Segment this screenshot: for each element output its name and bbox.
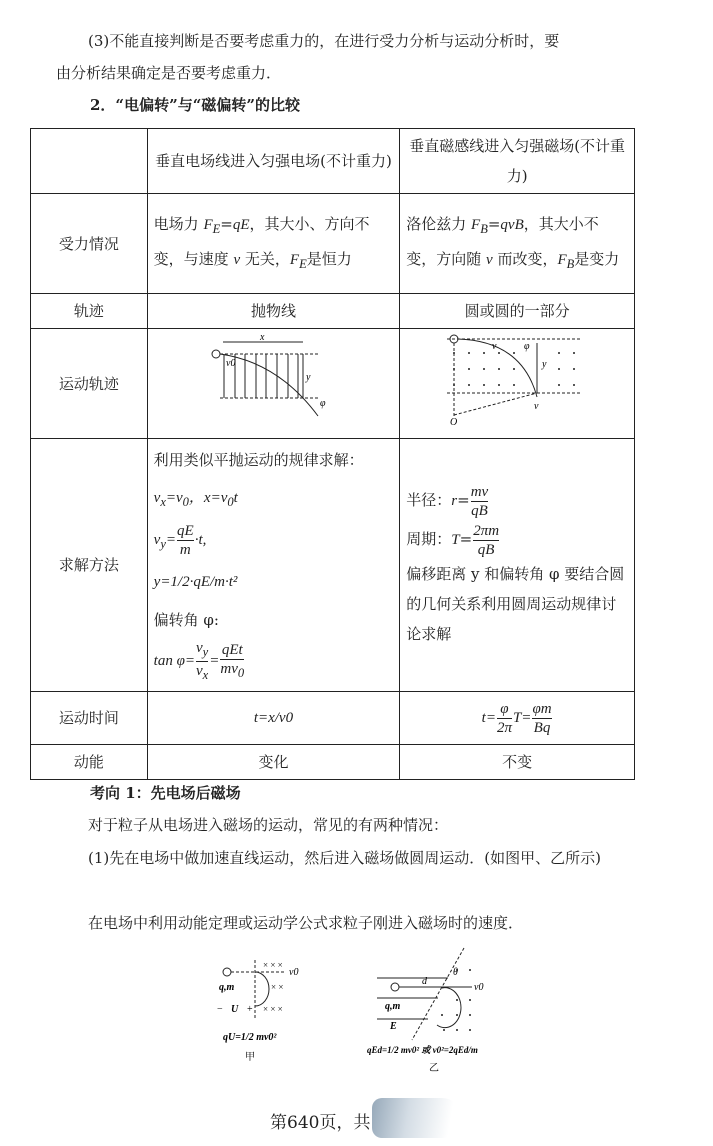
- ke-electric: 变化: [147, 745, 400, 780]
- path-electric: 抛物线: [147, 294, 400, 329]
- intro-line-1: (3)不能直接判断是否要考虑重力的，在进行受力分析与运动分析时，要: [88, 32, 560, 50]
- magnetic-deflection-diagram: [400, 329, 635, 439]
- method-electric: 利用类似平抛运动的规律求解： $v_x=v_0$，$x=v_0t$ $v_y=$ $\frac{qE}{m}$ ·t, y=1/2·qE/m·t² 偏转角 φ: tan φ= $\frac{v_y}{v_x}$ = $\frac{\text{qEt}}{mv_0}$: [147, 439, 400, 692]
- svg-text:q,m: q,m: [219, 982, 235, 993]
- svg-text:qEd=1/2 mv0² 或 v0²=2qEd/m: qEd=1/2 mv0² 或 v0²=2qEd/m: [367, 1045, 478, 1055]
- cursor-overlay: [372, 1098, 462, 1138]
- figure-jia: [205, 960, 315, 1070]
- svg-text:θ: θ: [453, 967, 458, 978]
- svg-text:E: E: [390, 1021, 397, 1032]
- label-phi: φ: [320, 397, 326, 409]
- label-x: x: [260, 333, 265, 343]
- table-row: [31, 294, 635, 329]
- section-title: 2．“电偏转”与“磁偏转”的比较: [90, 96, 300, 114]
- header-electric: 垂直电场线进入匀强电场(不计重力): [147, 129, 400, 194]
- method-text: 利用类似平抛运动的规律求解：: [153, 451, 364, 469]
- row-label: 受力情况: [31, 194, 148, 294]
- intro-line-2: 由分析结果确定是否要考虑重力．: [56, 64, 282, 82]
- method-text: 偏转角 φ:: [153, 611, 219, 629]
- svg-text:d: d: [422, 976, 427, 987]
- svg-text:qU=1/2 mv0²: qU=1/2 mv0²: [223, 1032, 277, 1043]
- label-v: v: [492, 341, 497, 352]
- svg-text:× ×: × ×: [271, 982, 284, 992]
- method-formula-y: y=1/2·qE/m·t²: [153, 574, 238, 590]
- path-magnetic: 圆或圆的一部分: [400, 294, 635, 329]
- force-magnetic: 洛伦兹力 $F_B=qvB$，其大小不变，方向随 v 而改变，$F_B$是变力: [400, 194, 635, 294]
- paragraph: 对于粒子从电场进入磁场的运动，常见的有两种情况：: [88, 816, 449, 834]
- time-electric: t=x/v0: [147, 692, 400, 745]
- row-label: 轨迹: [31, 294, 148, 329]
- time-magnetic: t= $\frac{\varphi}{2\pi}$ T= $\frac{\varphi m}{Bq}$: [400, 692, 635, 745]
- paragraph: (1)先在电场中做加速直线运动，然后进入磁场做圆周运动．(如图甲、乙所示): [88, 849, 601, 867]
- figure-yi: [365, 945, 525, 1075]
- electric-deflection-diagram: [147, 329, 400, 439]
- svg-text:× × ×: × × ×: [263, 1004, 283, 1014]
- label-y: y: [306, 371, 311, 383]
- table-row: [31, 692, 635, 745]
- svg-text:U: U: [231, 1004, 239, 1015]
- table-row: [31, 194, 635, 294]
- svg-text:乙: 乙: [429, 1063, 439, 1074]
- paragraph: 在电场中利用动能定理或运动学公式求粒子刚进入磁场时的速度．: [88, 914, 524, 932]
- label-phi: φ: [524, 341, 530, 352]
- label-y: y: [542, 359, 547, 370]
- table-row: [31, 329, 635, 439]
- row-label: 运动时间: [31, 692, 148, 745]
- row-label: 动能: [31, 745, 148, 780]
- ke-magnetic: 不变: [400, 745, 635, 780]
- svg-text:+: +: [247, 1004, 253, 1015]
- svg-text:× × ×: × × ×: [263, 960, 283, 970]
- header-magnetic: 垂直磁感线进入匀强磁场(不计重力): [400, 129, 635, 194]
- svg-text:v0: v0: [289, 967, 299, 978]
- method-magnetic: 半径：r= $\frac{mv}{qB}$ 周期：T= $\frac{2\pi m}{qB}$ 偏移距离 y 和偏转角 φ 要结合圆的几何关系利用圆周运动规律讨论求解: [400, 439, 635, 692]
- svg-text:−: −: [217, 1004, 223, 1015]
- comparison-table: [30, 128, 635, 780]
- method-text: 偏移距离 y 和偏转角 φ 要结合圆的几何关系利用圆周运动规律讨论求解: [406, 565, 625, 643]
- svg-text:甲: 甲: [245, 1052, 255, 1063]
- table-row: [31, 745, 635, 780]
- case-title: 考向 1：先电场后磁场: [90, 784, 241, 802]
- row-label: 运动轨迹: [31, 329, 148, 439]
- force-electric: 电场力 $F_E=qE$，其大小、方向不变，与速度 v 无关，$F_E$是恒力: [147, 194, 400, 294]
- label-v0: v0: [226, 357, 236, 369]
- svg-text:q,m: q,m: [385, 1001, 401, 1012]
- table-row: [31, 439, 635, 692]
- row-label: 求解方法: [31, 439, 148, 692]
- table-header-row: [31, 129, 635, 194]
- page-footer: 第640页，共: [270, 1113, 371, 1133]
- label-o: O: [450, 417, 458, 426]
- label-v-exit: v: [534, 401, 539, 412]
- svg-text:v0: v0: [474, 982, 484, 993]
